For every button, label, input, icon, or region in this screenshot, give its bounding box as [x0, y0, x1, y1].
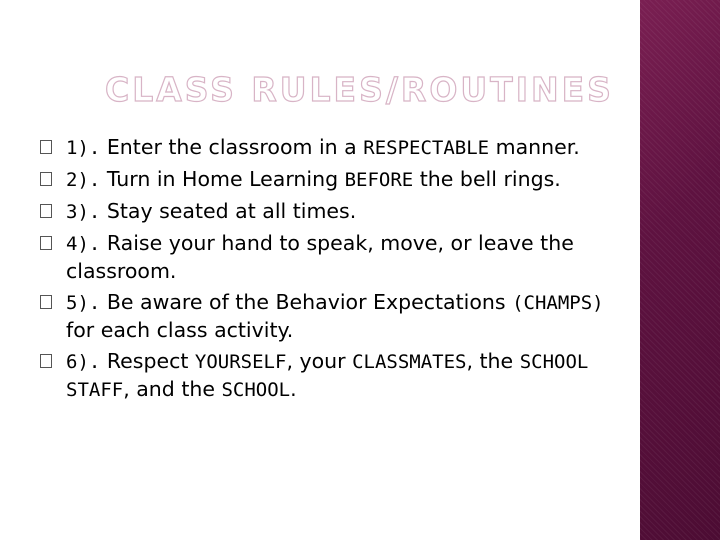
rule-text: Raise your hand to speak, move, or leave the classroom. [66, 231, 574, 283]
rule-emphasis: SCHOOL STAFF [66, 351, 589, 401]
empty-box-bullet-icon [40, 236, 52, 250]
empty-box-bullet-icon [40, 354, 52, 368]
empty-box-bullet-icon [40, 140, 52, 154]
rule-number: 3). [66, 201, 101, 223]
rule-number: 1). [66, 137, 101, 159]
rule-emphasis: RESPECTABLE [363, 137, 490, 159]
rule-item-2 [36, 166, 626, 194]
rule-number: 4). [66, 233, 101, 255]
rule-emphasis: (CHAMPS) [512, 292, 604, 314]
rule-text: . [290, 377, 297, 401]
rule-item-5 [36, 289, 626, 344]
rule-text: , and the [123, 377, 222, 401]
rule-number: 5). [66, 292, 101, 314]
rule-text: for each class activity. [66, 318, 294, 342]
decorative-side-panel [640, 0, 720, 540]
rule-emphasis: CLASSMATES [352, 351, 467, 373]
rule-number: 6). [66, 351, 101, 373]
slide-title: CLASS RULES/ROUTINES [105, 70, 614, 109]
empty-box-bullet-icon [40, 295, 52, 309]
rule-emphasis: SCHOOL [221, 379, 291, 401]
empty-box-bullet-icon [40, 172, 52, 186]
rule-item-6 [36, 348, 626, 404]
rule-text: Respect [100, 349, 195, 373]
empty-box-bullet-icon [40, 204, 52, 218]
rule-text: Be aware of the Behavior Expectations [100, 290, 513, 314]
rule-item-4 [36, 230, 626, 285]
rule-text: the bell rings. [413, 167, 561, 191]
rule-number: 2). [66, 169, 101, 191]
rules-list [36, 134, 626, 408]
rule-text: Enter the classroom in a [100, 135, 364, 159]
rule-text: manner. [489, 135, 580, 159]
rule-emphasis: YOURSELF [194, 351, 287, 373]
rule-text: Stay seated at all times. [100, 199, 357, 223]
rule-item-3 [36, 198, 626, 226]
rule-text: , the [466, 349, 520, 373]
rule-text: Turn in Home Learning [100, 167, 345, 191]
rule-text: , your [286, 349, 353, 373]
rule-emphasis: BEFORE [344, 169, 414, 191]
rule-item-1 [36, 134, 626, 162]
